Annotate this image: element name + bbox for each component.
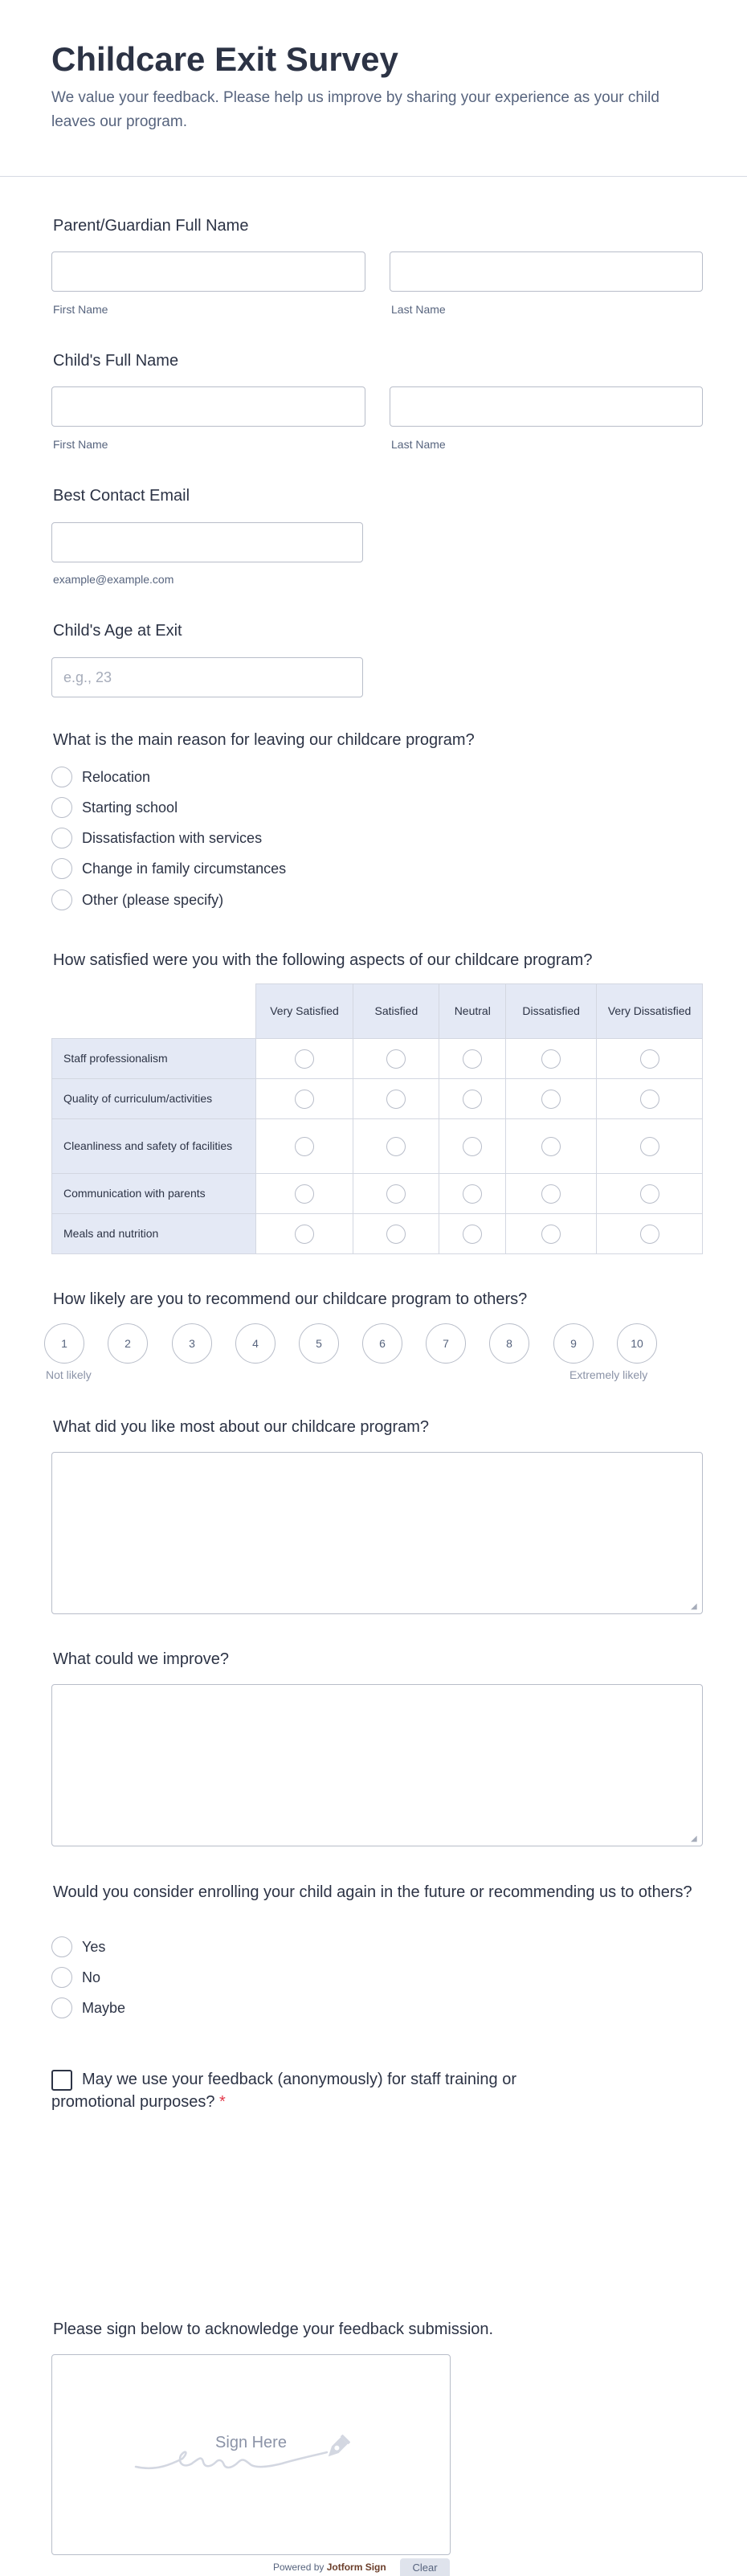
scale-option-8[interactable]: 8 — [489, 1323, 529, 1364]
radio-circle[interactable] — [386, 1225, 406, 1244]
matrix-cell[interactable] — [255, 1039, 353, 1079]
radio-circle[interactable] — [640, 1225, 659, 1244]
matrix-header-row — [52, 984, 703, 1039]
matrix-cell[interactable] — [597, 1214, 703, 1254]
matrix-cell[interactable] — [439, 1119, 506, 1174]
improve-textarea[interactable] — [51, 1684, 703, 1846]
matrix-row — [52, 1174, 703, 1214]
matrix-cell[interactable] — [439, 1039, 506, 1079]
radio-circle[interactable] — [541, 1090, 561, 1109]
signature-label: Please sign below to acknowledge your feedback submission. — [53, 2320, 494, 2338]
radio-circle[interactable] — [295, 1090, 314, 1109]
scale-option-10[interactable]: 10 — [617, 1323, 657, 1364]
radio-circle[interactable] — [51, 1997, 72, 2018]
scale-option-6[interactable]: 6 — [362, 1323, 402, 1364]
email-input[interactable] — [51, 522, 363, 562]
child-first-name-sublabel: First Name — [53, 438, 108, 451]
radio-circle[interactable] — [463, 1049, 482, 1069]
matrix-cell[interactable] — [506, 1039, 597, 1079]
radio-circle[interactable] — [51, 767, 72, 787]
powered-prefix: Powered by — [273, 2562, 325, 2573]
matrix-cell[interactable] — [353, 1119, 439, 1174]
matrix-cell[interactable] — [597, 1039, 703, 1079]
age-label: Child's Age at Exit — [53, 622, 182, 640]
matrix-col-neutral: Neutral — [439, 984, 506, 1039]
radio-circle[interactable] — [386, 1137, 406, 1156]
radio-circle[interactable] — [640, 1049, 659, 1069]
powered-brand: Jotform Sign — [326, 2562, 386, 2573]
radio-circle[interactable] — [541, 1137, 561, 1156]
reason-option-label: Change in family circumstances — [82, 860, 287, 877]
matrix-cell[interactable] — [597, 1119, 703, 1174]
matrix-cell[interactable] — [353, 1079, 439, 1119]
consent-label-text: May we use your feedback (anonymously) for staff training or promotional purposes? — [51, 2071, 516, 2111]
radio-circle[interactable] — [51, 1936, 72, 1957]
matrix-cell[interactable] — [506, 1119, 597, 1174]
radio-circle[interactable] — [386, 1184, 406, 1204]
matrix-row-label: Cleanliness and safety of facilities — [52, 1119, 256, 1174]
matrix-cell[interactable] — [255, 1214, 353, 1254]
email-label: Best Contact Email — [53, 487, 190, 505]
guardian-name-label: Parent/Guardian Full Name — [53, 217, 249, 235]
reason-option-label: Dissatisfaction with services — [82, 829, 263, 846]
child-first-name-input[interactable] — [51, 386, 365, 427]
matrix-cell[interactable] — [597, 1079, 703, 1119]
radio-circle[interactable] — [51, 828, 72, 848]
clear-signature-button[interactable]: Clear — [400, 2558, 450, 2576]
pen-nib-icon — [319, 2432, 353, 2466]
consent-label — [51, 2068, 598, 2113]
radio-circle[interactable] — [541, 1184, 561, 1204]
form-header — [0, 0, 747, 177]
radio-circle[interactable] — [640, 1184, 659, 1204]
enroll-option-label: Yes — [82, 1938, 106, 1955]
reason-option-relocation[interactable] — [51, 765, 150, 789]
scale-option-9[interactable]: 9 — [553, 1323, 594, 1364]
reason-option-dissatisfaction[interactable] — [51, 826, 262, 850]
matrix-col-dissatisfied: Dissatisfied — [506, 984, 597, 1039]
matrix-cell[interactable] — [353, 1214, 439, 1254]
enroll-again-label: Would you consider enrolling your child again in the future or recommending us to others? — [53, 1883, 692, 1901]
matrix-cell[interactable] — [439, 1214, 506, 1254]
matrix-cell[interactable] — [255, 1174, 353, 1214]
form-title: Childcare Exit Survey — [51, 40, 398, 78]
radio-circle[interactable] — [541, 1225, 561, 1244]
scale-option-3[interactable]: 3 — [172, 1323, 212, 1364]
matrix-cell[interactable] — [439, 1174, 506, 1214]
scale-option-7[interactable]: 7 — [426, 1323, 466, 1364]
reason-option-starting-school[interactable] — [51, 795, 178, 820]
radio-circle[interactable] — [295, 1184, 314, 1204]
matrix-row — [52, 1039, 703, 1079]
matrix-corner — [52, 984, 256, 1039]
enroll-option-label: No — [82, 1969, 101, 1985]
signature-placeholder: Sign Here — [215, 2434, 287, 2451]
matrix-cell[interactable] — [506, 1174, 597, 1214]
child-last-name-sublabel: Last Name — [391, 438, 446, 451]
radio-circle[interactable] — [295, 1137, 314, 1156]
matrix-cell[interactable] — [597, 1174, 703, 1214]
radio-circle[interactable] — [463, 1137, 482, 1156]
recommend-label: How likely are you to recommend our childcare program to others? — [53, 1290, 528, 1308]
scale-low-label: Not likely — [46, 1368, 92, 1381]
scale-option-2[interactable]: 2 — [108, 1323, 148, 1364]
guardian-first-name-input[interactable] — [51, 251, 365, 292]
matrix-col-satisfied: Satisfied — [353, 984, 439, 1039]
liked-most-textarea[interactable] — [51, 1452, 703, 1614]
matrix-cell[interactable] — [506, 1214, 597, 1254]
age-input[interactable] — [51, 657, 363, 697]
improve-label: What could we improve? — [53, 1650, 229, 1668]
radio-circle[interactable] — [463, 1225, 482, 1244]
powered-by — [273, 2562, 386, 2573]
satisfaction-label: How satisfied were you with the following aspects of our childcare program? — [53, 951, 593, 969]
reason-label: What is the main reason for leaving our childcare program? — [53, 731, 475, 749]
radio-circle[interactable] — [463, 1090, 482, 1109]
form-subtitle: We value your feedback. Please help us improve by sharing your experience as your child leaves our program. — [51, 89, 659, 130]
matrix-row — [52, 1119, 703, 1174]
matrix-col-very-dissatisfied: Very Dissatisfied — [597, 984, 703, 1039]
reason-option-family-change[interactable] — [51, 857, 286, 881]
radio-circle[interactable] — [386, 1090, 406, 1109]
radio-circle[interactable] — [541, 1049, 561, 1069]
matrix-cell[interactable] — [506, 1079, 597, 1119]
matrix-row — [52, 1214, 703, 1254]
scale-option-5[interactable]: 5 — [299, 1323, 339, 1364]
radio-circle[interactable] — [463, 1184, 482, 1204]
required-mark: * — [219, 2093, 226, 2111]
child-name-label: Child's Full Name — [53, 352, 179, 370]
matrix-cell[interactable] — [353, 1039, 439, 1079]
guardian-last-name-input[interactable] — [390, 251, 703, 292]
matrix-row-label: Communication with parents — [52, 1174, 256, 1214]
enroll-option-label: Maybe — [82, 1999, 126, 2016]
reason-option-label: Starting school — [82, 799, 178, 816]
matrix-col-very-satisfied: Very Satisfied — [255, 984, 353, 1039]
matrix-row-label: Staff professionalism — [52, 1039, 256, 1079]
matrix-row — [52, 1079, 703, 1119]
radio-circle[interactable] — [640, 1137, 659, 1156]
child-last-name-input[interactable] — [390, 386, 703, 427]
matrix-row-label: Meals and nutrition — [52, 1214, 256, 1254]
matrix-cell[interactable] — [255, 1119, 353, 1174]
reason-option-label: Other (please specify) — [82, 891, 224, 908]
enroll-option-maybe[interactable] — [51, 1996, 125, 2020]
resize-grip-icon[interactable]: ◢ — [691, 1602, 697, 1611]
radio-circle[interactable] — [295, 1225, 314, 1244]
scale-option-4[interactable]: 4 — [235, 1323, 276, 1364]
reason-option-label: Relocation — [82, 768, 151, 785]
resize-grip-icon[interactable]: ◢ — [691, 1834, 697, 1843]
guardian-first-name-sublabel: First Name — [53, 303, 108, 316]
scale-option-1[interactable]: 1 — [44, 1323, 84, 1364]
liked-most-label: What did you like most about our childcare program? — [53, 1418, 430, 1436]
matrix-cell[interactable] — [439, 1079, 506, 1119]
reason-option-other[interactable] — [51, 888, 223, 912]
radio-circle[interactable] — [51, 1967, 72, 1988]
matrix-row-label: Quality of curriculum/activities — [52, 1079, 256, 1119]
radio-circle[interactable] — [295, 1049, 314, 1069]
matrix-cell[interactable] — [353, 1174, 439, 1214]
email-sublabel: example@example.com — [53, 573, 174, 586]
radio-circle[interactable] — [386, 1049, 406, 1069]
radio-circle[interactable] — [640, 1090, 659, 1109]
radio-circle[interactable] — [51, 858, 72, 879]
enroll-option-yes[interactable] — [51, 1935, 105, 1959]
matrix-cell[interactable] — [255, 1079, 353, 1119]
radio-circle[interactable] — [51, 889, 72, 910]
signature-pad[interactable] — [51, 2354, 451, 2555]
radio-circle[interactable] — [51, 797, 72, 818]
enroll-option-no[interactable] — [51, 1965, 100, 1989]
satisfaction-matrix — [51, 983, 703, 1254]
guardian-last-name-sublabel: Last Name — [391, 303, 446, 316]
scale-high-label: Extremely likely — [569, 1368, 648, 1381]
